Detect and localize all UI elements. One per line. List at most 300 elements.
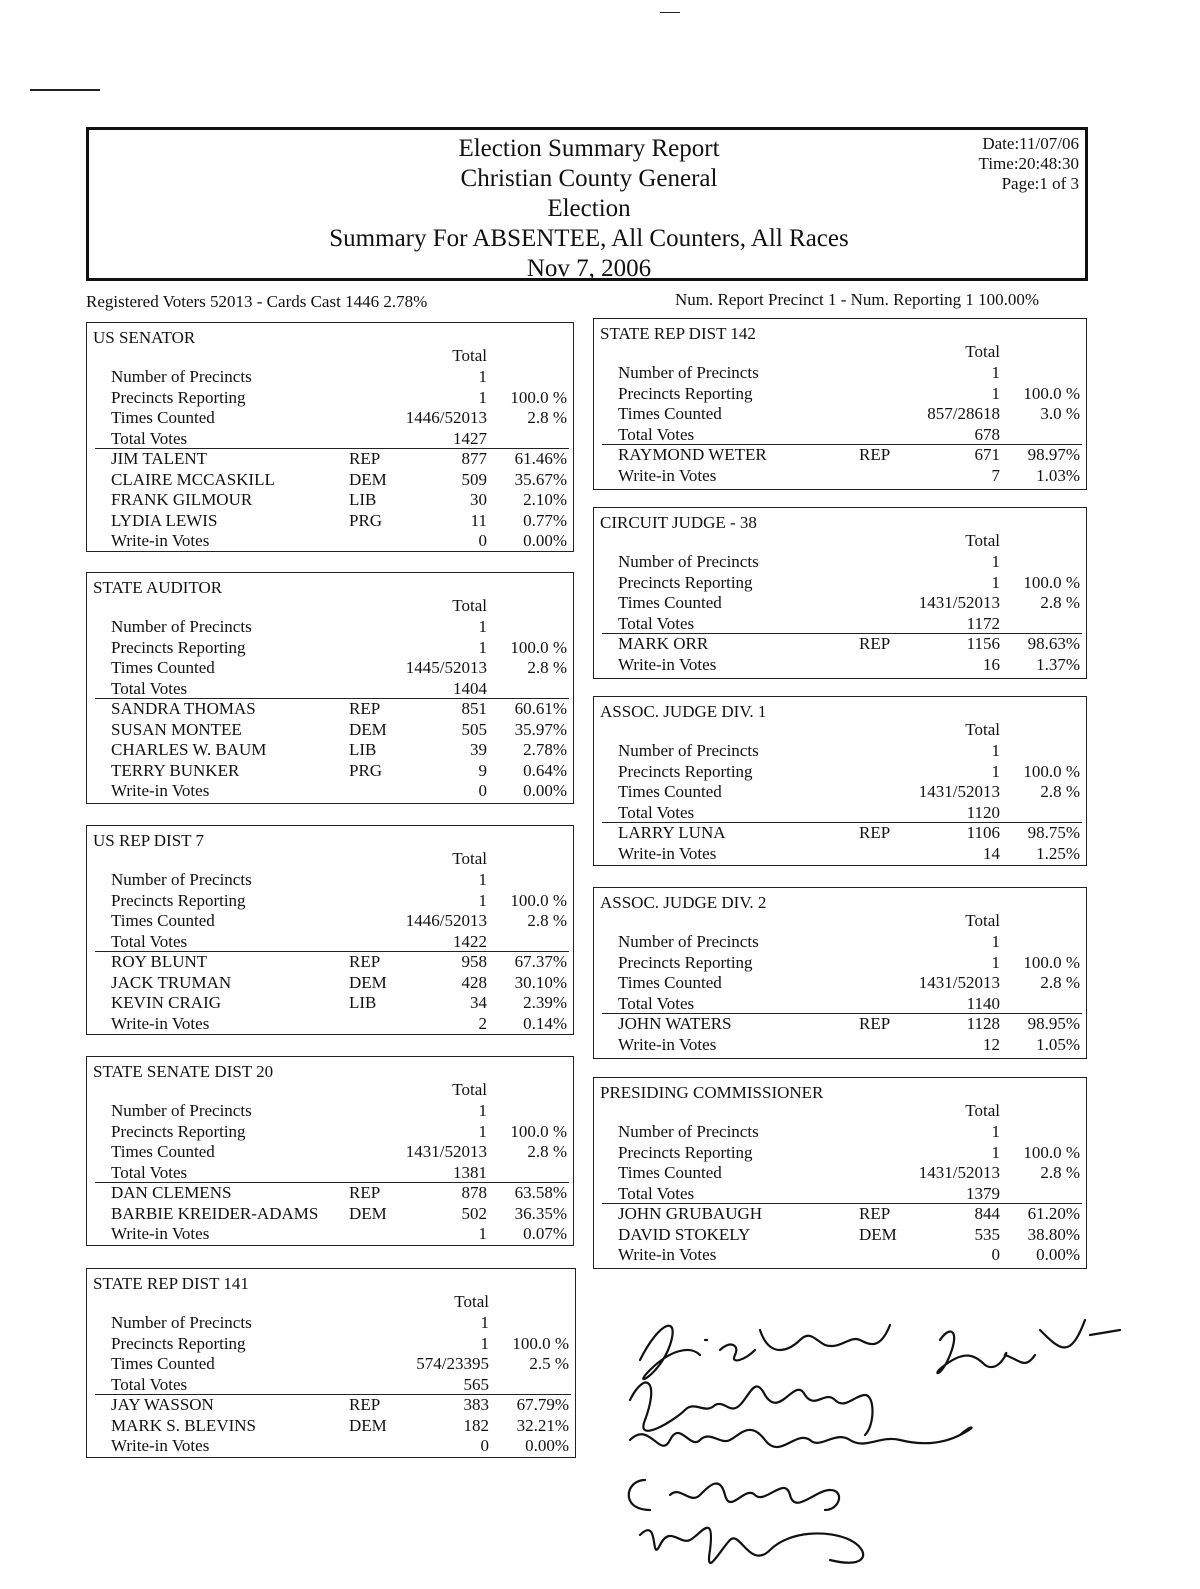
candidate-row — [87, 720, 573, 740]
number-of-precincts-row — [594, 1122, 1086, 1142]
stat-percent: 100.0 % — [1023, 383, 1080, 403]
candidate-votes: 14 — [983, 843, 1000, 863]
candidate-votes: 383 — [463, 1395, 489, 1414]
candidate-row — [87, 1395, 575, 1415]
candidate-percent: 1.37% — [1036, 654, 1080, 674]
handwritten-signatures — [610, 1300, 1150, 1580]
candidate-row — [87, 1183, 573, 1203]
stat-label: Total Votes — [618, 802, 695, 822]
race-title: ASSOC. JUDGE DIV. 1 — [600, 702, 767, 721]
race-title: ASSOC. JUDGE DIV. 2 — [600, 893, 767, 912]
stat-value: 857/28618 — [927, 404, 1000, 423]
total-votes-row — [87, 429, 573, 449]
total-header: Total — [452, 1080, 487, 1099]
stat-label: Times Counted — [111, 1142, 215, 1161]
stat-value: 1 — [991, 552, 1000, 571]
stat-label: Number of Precincts — [111, 367, 252, 386]
total-header: Total — [452, 849, 487, 868]
stat-percent: 100.0 % — [1023, 952, 1080, 972]
total-header-row — [594, 342, 1086, 362]
candidate-row — [87, 1204, 573, 1224]
title-line: Election Summary Report — [458, 135, 720, 162]
candidate-party: REP — [349, 699, 381, 718]
times-counted-row — [87, 1142, 573, 1162]
candidate-row — [594, 1204, 1086, 1224]
race-title: CIRCUIT JUDGE - 38 — [600, 513, 757, 532]
stat-label: Precincts Reporting — [618, 383, 753, 403]
stat-label: Precincts Reporting — [618, 952, 753, 972]
candidate-party: REP — [859, 823, 891, 842]
race-title: STATE SENATE DIST 20 — [93, 1062, 274, 1081]
candidate-row — [87, 1224, 573, 1244]
candidate-row — [594, 655, 1086, 675]
candidate-party: LIB — [349, 490, 377, 509]
stat-label: Times Counted — [111, 1354, 215, 1373]
candidate-percent: 98.95% — [1027, 1014, 1080, 1033]
stat-value: 1 — [478, 367, 487, 386]
candidate-votes: 16 — [983, 654, 1000, 674]
number-of-precincts-row — [87, 1313, 575, 1333]
candidate-name: CHARLES W. BAUM — [111, 740, 267, 759]
stat-percent: 100.0 % — [510, 387, 567, 407]
total-votes-row — [87, 679, 573, 699]
total-header-row — [87, 1292, 575, 1312]
stat-value: 1120 — [966, 802, 1000, 822]
scan-mark — [660, 12, 680, 13]
stat-label: Times Counted — [618, 973, 722, 992]
total-header: Total — [965, 911, 1000, 930]
candidate-row — [87, 1014, 573, 1034]
stat-value: 565 — [463, 1374, 489, 1394]
candidate-name: JOHN WATERS — [618, 1014, 732, 1033]
candidate-row — [594, 1035, 1086, 1055]
candidate-percent: 67.37% — [514, 952, 567, 971]
candidate-percent: 30.10% — [514, 972, 567, 992]
candidate-name: BARBIE KREIDER-ADAMS — [111, 1203, 319, 1223]
total-header-row — [594, 720, 1086, 740]
candidate-row — [87, 490, 573, 510]
report-time: Time:20:48:30 — [978, 154, 1079, 173]
candidate-name: LYDIA LEWIS — [111, 510, 218, 530]
signatures — [610, 1300, 1150, 1580]
precincts-reporting-row — [594, 384, 1086, 404]
candidate-votes: 958 — [461, 952, 487, 971]
stat-value: 1 — [991, 363, 1000, 382]
candidate-name: CLAIRE MCCASKILL — [111, 469, 275, 489]
candidate-name: Write-in Votes — [111, 1436, 210, 1455]
stat-label: Number of Precincts — [618, 1122, 759, 1141]
candidate-votes: 878 — [461, 1183, 487, 1202]
candidate-row — [594, 634, 1086, 654]
stat-value: 1445/52013 — [405, 658, 487, 677]
candidate-percent: 0.64% — [523, 760, 567, 780]
candidate-percent: 0.00% — [523, 781, 567, 800]
times-counted-row — [594, 782, 1086, 802]
race-box — [593, 696, 1087, 866]
candidate-votes: 2 — [478, 1013, 487, 1033]
number-of-precincts-row — [594, 363, 1086, 383]
total-votes-row — [594, 803, 1086, 823]
stat-label: Number of Precincts — [618, 363, 759, 382]
candidate-votes: 671 — [974, 445, 1000, 464]
candidate-row — [594, 844, 1086, 864]
candidate-name: Write-in Votes — [618, 1245, 717, 1264]
total-votes-row — [87, 1163, 573, 1183]
candidate-votes: 0 — [991, 1245, 1000, 1264]
stat-value: 1431/52013 — [918, 782, 1000, 801]
candidate-votes: 844 — [974, 1204, 1000, 1223]
candidate-votes: 12 — [983, 1034, 1000, 1054]
candidate-row — [87, 952, 573, 972]
stat-percent: 2.8 % — [527, 1142, 567, 1161]
precincts-reporting-row — [594, 1143, 1086, 1163]
candidate-party: REP — [349, 449, 381, 468]
race-title: STATE REP DIST 141 — [93, 1274, 249, 1293]
title-line: Christian County General — [460, 165, 718, 192]
precincts-reporting-row — [87, 638, 573, 658]
total-header-row — [87, 346, 573, 366]
candidate-name: DAVID STOKELY — [618, 1224, 751, 1244]
title-line: Election — [547, 195, 631, 222]
stat-value: 1 — [478, 1121, 487, 1141]
candidate-votes: 877 — [461, 449, 487, 468]
stat-value: 1 — [991, 572, 1000, 592]
candidate-party: PRG — [349, 510, 383, 530]
candidate-votes: 851 — [461, 699, 487, 718]
race-title: PRESIDING COMMISSIONER — [600, 1083, 824, 1102]
stat-label: Total Votes — [618, 1183, 695, 1203]
total-header-row — [87, 1080, 573, 1100]
stat-value: 1379 — [966, 1183, 1000, 1203]
stat-label: Total Votes — [111, 1374, 188, 1394]
stat-value: 1 — [480, 1333, 489, 1353]
candidate-row — [87, 449, 573, 469]
candidate-name: Write-in Votes — [618, 843, 717, 863]
stat-percent: 2.8 % — [527, 911, 567, 930]
candidate-name: MARK S. BLEVINS — [111, 1415, 256, 1435]
candidate-row — [87, 1416, 575, 1436]
candidate-percent: 61.46% — [514, 449, 567, 468]
total-header: Total — [965, 1101, 1000, 1120]
candidate-votes: 11 — [470, 510, 487, 530]
stat-label: Number of Precincts — [111, 617, 252, 636]
candidate-percent: 61.20% — [1027, 1204, 1080, 1223]
stat-label: Total Votes — [618, 993, 695, 1013]
race-title: US SENATOR — [93, 328, 196, 347]
stat-label: Times Counted — [618, 782, 722, 801]
race-box — [86, 1268, 576, 1458]
total-header: Total — [965, 720, 1000, 739]
candidate-row — [594, 445, 1086, 465]
stat-label: Times Counted — [618, 593, 722, 612]
number-of-precincts-row — [594, 552, 1086, 572]
candidate-votes: 1 — [478, 1224, 487, 1243]
stat-value: 1404 — [453, 678, 487, 698]
stat-label: Times Counted — [618, 1163, 722, 1182]
stat-value: 1 — [478, 890, 487, 910]
stat-label: Precincts Reporting — [111, 890, 246, 910]
total-header: Total — [454, 1292, 489, 1311]
stat-value: 1 — [991, 952, 1000, 972]
total-header-row — [594, 911, 1086, 931]
stat-value: 1 — [478, 387, 487, 407]
candidate-percent: 67.79% — [516, 1395, 569, 1414]
total-header-row — [594, 1101, 1086, 1121]
candidate-votes: 0 — [478, 531, 487, 550]
candidate-party: REP — [349, 952, 381, 971]
stat-label: Times Counted — [111, 658, 215, 677]
candidate-percent: 2.39% — [523, 993, 567, 1012]
stat-label: Precincts Reporting — [111, 1121, 246, 1141]
candidate-row — [594, 466, 1086, 486]
stat-value: 1 — [991, 1122, 1000, 1141]
stat-label: Number of Precincts — [111, 1313, 252, 1332]
candidate-row — [87, 1436, 575, 1456]
stat-value: 1 — [991, 741, 1000, 760]
candidate-row — [87, 761, 573, 781]
candidate-percent: 63.58% — [514, 1183, 567, 1202]
stat-percent: 2.8 % — [1040, 973, 1080, 992]
race-box — [593, 887, 1087, 1059]
stat-value: 1172 — [966, 613, 1000, 633]
stat-value: 1 — [991, 1142, 1000, 1162]
total-votes-row — [87, 932, 573, 952]
candidate-percent: 35.67% — [514, 469, 567, 489]
candidate-party: DEM — [349, 719, 387, 739]
candidate-party: DEM — [859, 1224, 897, 1244]
candidate-percent: 2.78% — [523, 740, 567, 759]
stat-percent: 2.8 % — [527, 658, 567, 677]
candidate-percent: 0.14% — [523, 1013, 567, 1033]
candidate-name: TERRY BUNKER — [111, 760, 240, 780]
candidate-name: ROY BLUNT — [111, 952, 208, 971]
total-header: Total — [452, 596, 487, 615]
candidate-party: REP — [349, 1395, 381, 1414]
number-of-precincts-row — [87, 617, 573, 637]
candidate-party: REP — [859, 634, 891, 653]
candidate-votes: 1156 — [966, 634, 1000, 653]
candidate-name: KEVIN CRAIG — [111, 993, 222, 1012]
candidate-row — [87, 740, 573, 760]
candidate-row — [594, 823, 1086, 843]
candidate-name: RAYMOND WETER — [618, 445, 767, 464]
candidate-name: Write-in Votes — [111, 1224, 210, 1243]
stat-label: Number of Precincts — [111, 870, 252, 889]
candidate-percent: 98.63% — [1027, 634, 1080, 653]
candidate-name: DAN CLEMENS — [111, 1183, 232, 1202]
stat-label: Precincts Reporting — [618, 1142, 753, 1162]
race-title: US REP DIST 7 — [93, 831, 204, 850]
candidate-percent: 0.00% — [525, 1436, 569, 1455]
candidate-percent: 1.25% — [1036, 843, 1080, 863]
times-counted-row — [594, 404, 1086, 424]
candidate-name: JAY WASSON — [111, 1395, 214, 1414]
candidate-party: REP — [349, 1183, 381, 1202]
stat-percent: 2.8 % — [527, 408, 567, 427]
stat-label: Precincts Reporting — [618, 572, 753, 592]
stat-value: 1446/52013 — [405, 408, 487, 427]
total-votes-row — [594, 425, 1086, 445]
stat-percent: 2.8 % — [1040, 782, 1080, 801]
number-of-precincts-row — [87, 367, 573, 387]
stat-percent: 3.0 % — [1040, 404, 1080, 423]
stat-value: 1446/52013 — [405, 911, 487, 930]
stat-label: Total Votes — [111, 678, 188, 698]
report-title — [89, 134, 1089, 284]
candidate-votes: 0 — [478, 781, 487, 800]
candidate-percent: 98.97% — [1027, 445, 1080, 464]
stat-label: Precincts Reporting — [618, 761, 753, 781]
total-votes-row — [594, 614, 1086, 634]
stat-label: Number of Precincts — [618, 741, 759, 760]
stat-value: 1 — [478, 617, 487, 636]
candidate-percent: 38.80% — [1027, 1224, 1080, 1244]
stat-label: Times Counted — [618, 404, 722, 423]
total-votes-row — [594, 994, 1086, 1014]
candidate-name: JIM TALENT — [111, 449, 208, 468]
stat-value: 1381 — [453, 1162, 487, 1182]
candidate-name: JACK TRUMAN — [111, 972, 232, 992]
candidate-percent: 32.21% — [516, 1415, 569, 1435]
candidate-name: Write-in Votes — [111, 781, 210, 800]
report-date: Date:11/07/06 — [982, 134, 1079, 153]
candidate-percent: 0.77% — [523, 510, 567, 530]
times-counted-row — [594, 1163, 1086, 1183]
stat-label: Total Votes — [111, 931, 188, 951]
candidate-votes: 502 — [461, 1203, 487, 1223]
stat-label: Number of Precincts — [618, 552, 759, 571]
candidate-percent: 60.61% — [514, 699, 567, 718]
candidate-votes: 9 — [478, 760, 487, 780]
stat-percent: 100.0 % — [512, 1333, 569, 1353]
race-title: STATE REP DIST 142 — [600, 324, 756, 343]
candidate-row — [87, 511, 573, 531]
candidate-votes: 7 — [991, 465, 1000, 485]
registered-voters-summary: Registered Voters 52013 - Cards Cast 1446 2.78% — [86, 292, 428, 311]
precincts-reporting-row — [594, 762, 1086, 782]
candidate-votes: 509 — [461, 469, 487, 489]
candidate-votes: 428 — [461, 972, 487, 992]
candidate-row — [87, 470, 573, 490]
candidate-votes: 39 — [470, 740, 487, 759]
scan-mark — [30, 89, 100, 91]
race-title: STATE AUDITOR — [93, 578, 223, 597]
stat-percent: 2.8 % — [1040, 593, 1080, 612]
stat-value: 1422 — [453, 931, 487, 951]
report-page: Page:1 of 3 — [1001, 174, 1079, 193]
race-box — [86, 1056, 574, 1246]
stat-label: Total Votes — [618, 613, 695, 633]
stat-percent: 100.0 % — [510, 890, 567, 910]
candidate-row — [87, 973, 573, 993]
stat-label: Total Votes — [618, 424, 695, 444]
candidate-votes: 0 — [480, 1436, 489, 1455]
race-box — [86, 825, 574, 1035]
candidate-votes: 30 — [470, 490, 487, 509]
stat-label: Precincts Reporting — [111, 1333, 246, 1353]
stat-value: 1140 — [966, 993, 1000, 1013]
candidate-name: SANDRA THOMAS — [111, 699, 256, 718]
stat-value: 1 — [478, 1101, 487, 1120]
candidate-name: Write-in Votes — [618, 465, 717, 485]
stat-value: 1 — [478, 870, 487, 889]
precincts-reporting-row — [594, 573, 1086, 593]
candidate-name: FRANK GILMOUR — [111, 490, 253, 509]
candidate-row — [87, 699, 573, 719]
times-counted-row — [87, 658, 573, 678]
total-header: Total — [965, 342, 1000, 361]
candidate-party: DEM — [349, 469, 387, 489]
stat-value: 1 — [991, 761, 1000, 781]
stat-value: 574/23395 — [416, 1354, 489, 1373]
precincts-reporting-row — [594, 953, 1086, 973]
candidate-votes: 535 — [974, 1224, 1000, 1244]
candidate-votes: 1106 — [966, 823, 1000, 842]
stat-value: 1 — [478, 637, 487, 657]
precincts-reporting-row — [87, 1334, 575, 1354]
candidate-percent: 98.75% — [1027, 823, 1080, 842]
report-header — [86, 127, 1088, 281]
race-box — [593, 507, 1087, 679]
report-meta — [979, 134, 1079, 194]
number-of-precincts-row — [594, 932, 1086, 952]
total-votes-row — [594, 1184, 1086, 1204]
title-line: Nov 7, 2006 — [526, 255, 652, 282]
stat-label: Total Votes — [111, 1162, 188, 1182]
times-counted-row — [87, 408, 573, 428]
candidate-votes: 182 — [463, 1415, 489, 1435]
candidate-name: MARK ORR — [618, 634, 709, 653]
stat-label: Times Counted — [111, 408, 215, 427]
stat-label: Total Votes — [111, 428, 188, 448]
stat-percent: 100.0 % — [1023, 1142, 1080, 1162]
candidate-party: REP — [859, 445, 891, 464]
candidate-percent: 36.35% — [514, 1203, 567, 1223]
race-box — [86, 322, 574, 552]
stat-label: Times Counted — [111, 911, 215, 930]
stat-percent: 2.5 % — [529, 1354, 569, 1373]
stat-label: Precincts Reporting — [111, 637, 246, 657]
stat-label: Number of Precincts — [618, 932, 759, 951]
stat-percent: 2.8 % — [1040, 1163, 1080, 1182]
candidate-name: Write-in Votes — [618, 1034, 717, 1054]
stat-percent: 100.0 % — [510, 637, 567, 657]
candidate-votes: 1128 — [966, 1014, 1000, 1033]
total-header-row — [87, 596, 573, 616]
stat-label: Number of Precincts — [111, 1101, 252, 1120]
candidate-party: DEM — [349, 1415, 387, 1435]
total-header: Total — [452, 346, 487, 365]
candidate-party: REP — [859, 1204, 891, 1223]
candidate-row — [594, 1225, 1086, 1245]
candidate-name: Write-in Votes — [618, 654, 717, 674]
candidate-party: LIB — [349, 740, 377, 759]
candidate-percent: 0.00% — [1036, 1245, 1080, 1264]
stat-percent: 100.0 % — [510, 1121, 567, 1141]
candidate-row — [594, 1245, 1086, 1265]
candidate-name: Write-in Votes — [111, 531, 210, 550]
stat-percent: 100.0 % — [1023, 761, 1080, 781]
precincts-reporting-row — [87, 388, 573, 408]
candidate-name: LARRY LUNA — [618, 823, 726, 842]
stat-value: 1431/52013 — [918, 593, 1000, 612]
total-header: Total — [965, 531, 1000, 550]
total-header-row — [87, 849, 573, 869]
candidate-percent: 1.05% — [1036, 1034, 1080, 1054]
stat-value: 1431/52013 — [918, 1163, 1000, 1182]
stat-percent: 100.0 % — [1023, 572, 1080, 592]
stat-value: 1 — [480, 1313, 489, 1332]
